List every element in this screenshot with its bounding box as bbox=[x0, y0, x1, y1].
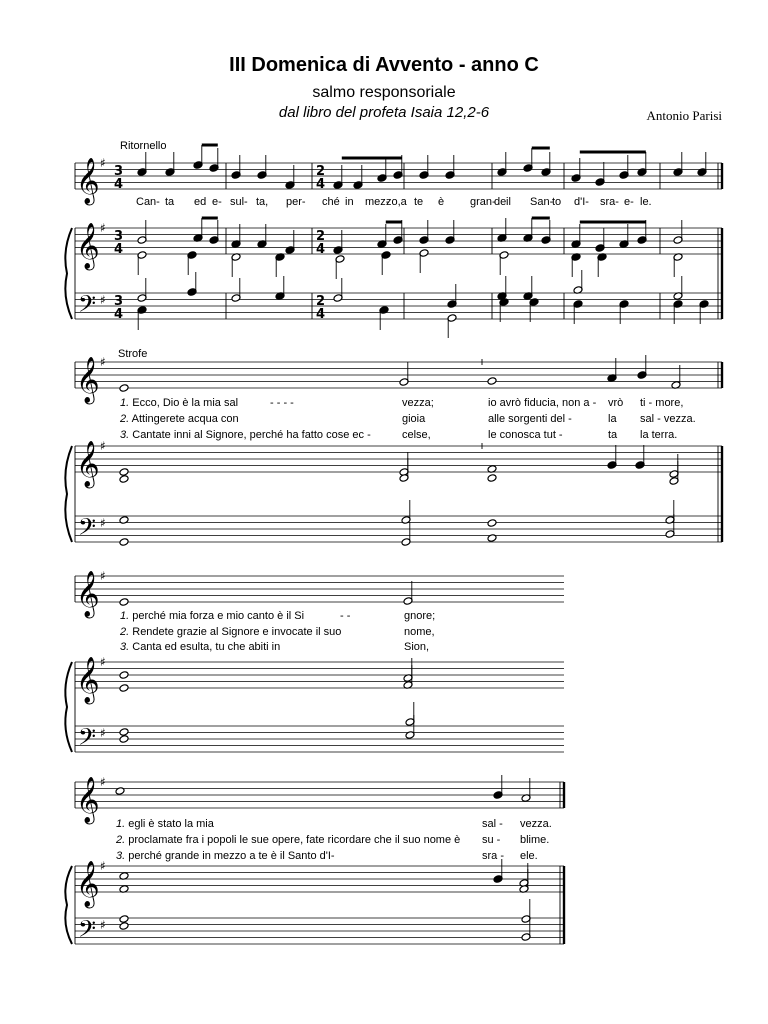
verse-continuation: le conosca tut - bbox=[488, 429, 563, 441]
treble-clef: 𝄞 bbox=[76, 861, 100, 907]
bass-clef: 𝄢 bbox=[78, 915, 97, 948]
refrain-syllable: è bbox=[438, 196, 445, 208]
verse-ending: la terra. bbox=[640, 429, 678, 441]
piano-brace bbox=[65, 662, 72, 752]
time-signature: 2 bbox=[316, 294, 326, 309]
treble-clef: 𝄞 bbox=[76, 441, 100, 487]
refrain-syllable: il bbox=[506, 196, 511, 208]
verse-ending: ti - more, bbox=[640, 397, 684, 409]
refrain-syllable: ché bbox=[322, 196, 340, 208]
refrain-syllable: to bbox=[552, 196, 562, 208]
key-sharp: ♯ bbox=[100, 655, 106, 669]
refrain-syllable: d'I- bbox=[574, 196, 589, 208]
time-signature: 4 bbox=[316, 307, 326, 322]
verse-text: proclamate fra i popoli le sue opere, fate ricordare che il suo nome è bbox=[128, 834, 461, 846]
piano-brace bbox=[65, 866, 72, 944]
key-sharp: ♯ bbox=[100, 439, 106, 453]
piano-bass-note bbox=[119, 915, 129, 924]
key-sharp: ♯ bbox=[100, 221, 106, 235]
time-signature: 4 bbox=[114, 307, 124, 322]
strofe-label: Strofe bbox=[118, 348, 148, 360]
time-signature: 4 bbox=[114, 242, 124, 257]
voice-note bbox=[119, 384, 129, 393]
refrain-syllable: zo,a bbox=[386, 196, 407, 208]
piano-brace bbox=[65, 228, 72, 319]
piano-brace bbox=[65, 446, 72, 542]
piano-bass-note bbox=[487, 534, 497, 543]
verse-text: Ecco, Dio è la mia sal bbox=[132, 397, 239, 409]
verse-accent: sal - bbox=[482, 818, 503, 830]
verse-accent: celse, bbox=[402, 429, 431, 441]
refrain-syllable: de bbox=[494, 196, 507, 208]
verse-text: Attingerete acqua con bbox=[131, 413, 239, 425]
page-subtitle: salmo responsoriale bbox=[312, 84, 456, 101]
verse-accent: gioia bbox=[402, 413, 426, 425]
time-signature: 3 bbox=[114, 164, 124, 179]
refrain-syllable: le. bbox=[640, 196, 652, 208]
verse-accent: su - bbox=[482, 834, 501, 846]
piano-treble-note bbox=[119, 671, 129, 680]
strophe-3-line-1 bbox=[116, 818, 214, 831]
refrain-syllable: mez- bbox=[365, 196, 390, 208]
refrain-syllable: Can- bbox=[136, 196, 160, 208]
verse-number: 3. bbox=[120, 641, 130, 653]
refrain-syllable: e- bbox=[624, 196, 634, 208]
verse-accent: Sion, bbox=[404, 641, 430, 653]
verse-text: Rendete grazie al Signore e invocate il suo bbox=[132, 626, 342, 638]
refrain-syllable: sra- bbox=[600, 196, 619, 208]
refrain-syllable: in bbox=[345, 196, 354, 208]
verse-ending: vezza. bbox=[520, 818, 552, 830]
treble-clef: 𝄞 bbox=[76, 357, 100, 403]
piano-bass-note bbox=[119, 516, 129, 525]
strophe-1-line-3 bbox=[120, 429, 371, 442]
voice-note bbox=[119, 598, 129, 607]
scripture-source: dal libro del profeta Isaia 12,2-6 bbox=[278, 104, 490, 121]
voice-note bbox=[487, 377, 497, 386]
verse-accent-2: ta bbox=[608, 429, 618, 441]
key-sharp: ♯ bbox=[100, 293, 106, 307]
verse-ending: blime. bbox=[520, 834, 550, 846]
time-signature: 2 bbox=[316, 164, 326, 179]
key-sharp: ♯ bbox=[100, 156, 106, 170]
piano-bass-note bbox=[487, 519, 497, 528]
treble-clef: 𝄞 bbox=[76, 571, 100, 617]
page-title: III Domenica di Avvento - anno C bbox=[229, 54, 539, 76]
piano-treble-note bbox=[119, 468, 129, 477]
verse-continuation: alle sorgenti del - bbox=[488, 413, 572, 425]
time-signature: 4 bbox=[114, 177, 124, 192]
verse-accent: vezza; bbox=[402, 397, 434, 409]
refrain-syllable: ta bbox=[165, 196, 175, 208]
treble-clef: 𝄞 bbox=[76, 657, 100, 703]
strophe-3-line-3 bbox=[116, 850, 335, 863]
refrain-syllable: sul- bbox=[230, 196, 248, 208]
key-sharp: ♯ bbox=[100, 918, 106, 932]
treble-clef: 𝄞 bbox=[76, 223, 100, 269]
verse-number: 1. bbox=[116, 818, 126, 830]
strophe-2-line-1 bbox=[120, 610, 304, 623]
verse-number: 2. bbox=[120, 413, 130, 425]
verse-dashes: - - - - bbox=[270, 397, 294, 409]
verse-continuation: io avrò fiducia, non a - bbox=[488, 397, 597, 409]
verse-ending: ele. bbox=[520, 850, 538, 862]
piano-treble-note bbox=[119, 475, 129, 484]
piano-bass-note bbox=[119, 735, 129, 744]
verse-accent-2: la bbox=[608, 413, 617, 425]
refrain-syllable: te bbox=[414, 196, 424, 208]
piano-treble-note bbox=[487, 474, 497, 483]
piano-bass-note bbox=[119, 728, 129, 737]
time-signature: 4 bbox=[316, 177, 326, 192]
strophe-1-line-2 bbox=[120, 413, 239, 426]
verse-text: Cantate inni al Signore, perché ha fatto cose ec - bbox=[132, 429, 371, 441]
key-sharp: ♯ bbox=[100, 516, 106, 530]
refrain-syllable: ed bbox=[194, 196, 207, 208]
refrain-syllable: gran- bbox=[470, 196, 496, 208]
verse-accent-2: vrò bbox=[608, 397, 624, 409]
verse-number: 3. bbox=[116, 850, 126, 862]
strophe-1-line-1 bbox=[120, 397, 238, 410]
strophe-2-line-3 bbox=[120, 641, 280, 654]
key-sharp: ♯ bbox=[100, 775, 106, 789]
verse-number: 3. bbox=[120, 429, 130, 441]
bass-clef: 𝄢 bbox=[78, 723, 97, 756]
verse-dashes: - - bbox=[340, 610, 351, 622]
time-signature: 3 bbox=[114, 229, 124, 244]
bass-clef: 𝄢 bbox=[78, 513, 97, 546]
key-sharp: ♯ bbox=[100, 569, 106, 583]
verse-text: perché mia forza e mio canto è il Si bbox=[132, 610, 305, 622]
verse-accent: nome, bbox=[404, 626, 435, 638]
time-signature: 3 bbox=[114, 294, 124, 309]
voice-note bbox=[115, 787, 125, 796]
ritornello-label: Ritornello bbox=[120, 140, 167, 152]
verse-number: 1. bbox=[120, 610, 130, 622]
verse-text: perché grande in mezzo a te è il Santo d'I- bbox=[128, 850, 335, 862]
verse-number: 1. bbox=[120, 397, 130, 409]
strophe-2-line-2 bbox=[120, 626, 341, 639]
refrain-syllable: per- bbox=[286, 196, 306, 208]
piano-bass-note bbox=[119, 538, 129, 547]
key-sharp: ♯ bbox=[100, 726, 106, 740]
verse-accent: sra - bbox=[482, 850, 504, 862]
refrain-syllable: e- bbox=[212, 196, 222, 208]
treble-clef: 𝄞 bbox=[76, 158, 100, 204]
verse-accent: gnore; bbox=[404, 610, 436, 622]
verse-number: 2. bbox=[116, 834, 126, 846]
verse-number: 2. bbox=[120, 626, 130, 638]
verse-ending: sal - vezza. bbox=[640, 413, 696, 425]
composer-name: Antonio Parisi bbox=[646, 108, 722, 123]
verse-text: Canta ed esulta, tu che abiti in bbox=[132, 641, 281, 653]
piano-treble-note bbox=[119, 684, 129, 693]
time-signature: 4 bbox=[316, 242, 326, 257]
verse-text: egli è stato la mia bbox=[128, 818, 214, 830]
bass-clef: 𝄢 bbox=[78, 290, 97, 323]
piano-bass-note bbox=[119, 922, 129, 931]
strophe-3-line-2 bbox=[116, 834, 460, 847]
refrain-syllable: San- bbox=[530, 196, 554, 208]
refrain-syllable: ta, bbox=[256, 196, 269, 208]
key-sharp: ♯ bbox=[100, 355, 106, 369]
key-sharp: ♯ bbox=[100, 859, 106, 873]
treble-clef: 𝄞 bbox=[76, 777, 100, 823]
time-signature: 2 bbox=[316, 229, 326, 244]
